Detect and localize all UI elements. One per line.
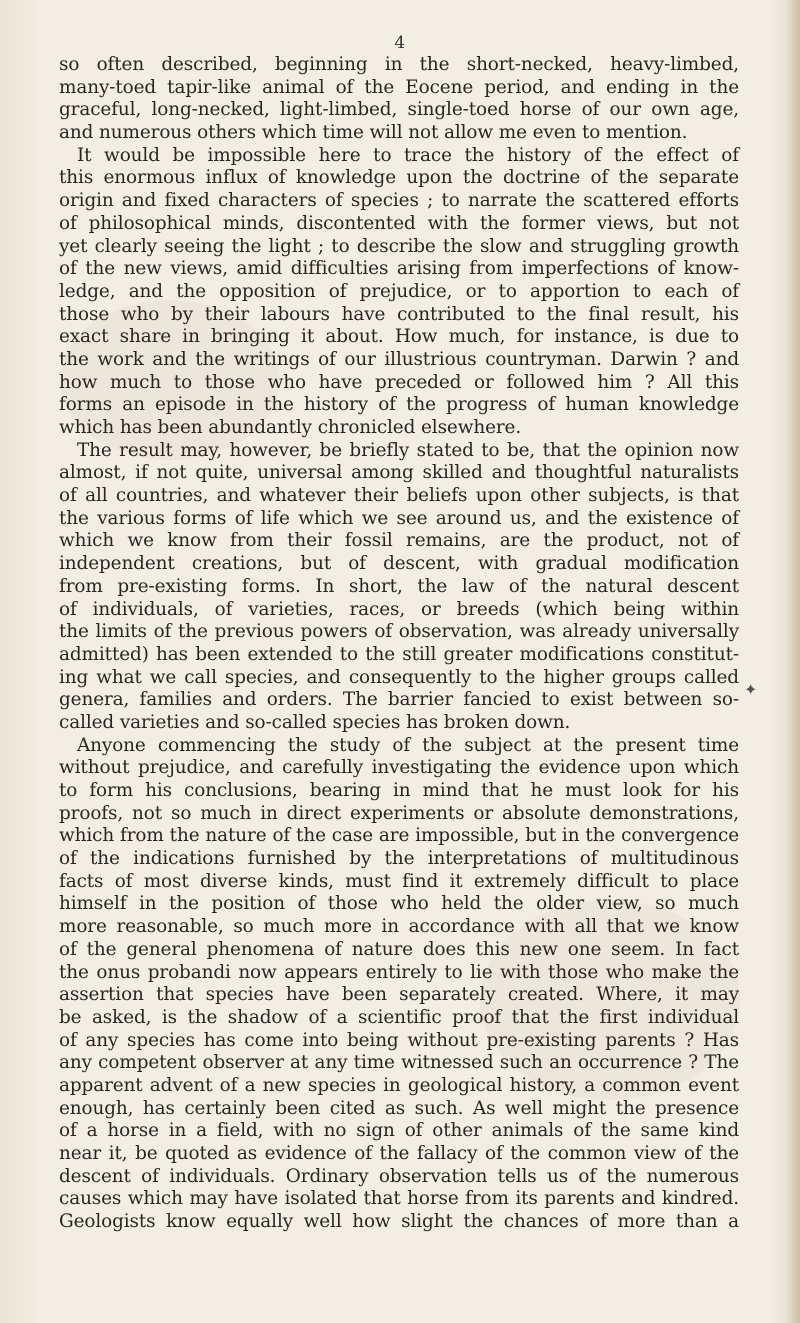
text-line: assertion that species have been separately created. Where, it may	[59, 984, 739, 1006]
text-line: this enormous influx of knowledge upon the doctrine of the separate	[59, 167, 739, 189]
text-line: to form his conclusions, bearing in mind that he must look for his	[59, 780, 739, 801]
text-line: apparent advent of a new species in geological history, a common event	[59, 1074, 739, 1096]
text-line: of philosophical minds, discontented with the former views, but not	[59, 212, 739, 234]
text-line: admitted) has been extended to the still greater modifications constitut-	[59, 643, 739, 665]
text-line: which has been abundantly chronicled elsewhere.	[59, 417, 522, 438]
text-line: causes which may have isolated that horse from its parents and kindred.	[59, 1188, 739, 1210]
margin-annotation-mark: ✦	[744, 680, 758, 699]
text-line: ledge, and the opposition of prejudice, or to apportion to each of	[59, 280, 739, 302]
body-text	[59, 54, 739, 1234]
text-line: which we know from their fossil remains, are the product, not of	[59, 530, 739, 552]
text-line: almost, if not quite, universal among skilled and thoughtful naturalists	[59, 462, 739, 484]
paragraph-start-line: Anyone commencing the study of the subject at the present time	[77, 734, 739, 756]
text-line: which from the nature of the case are impossible, but in the convergence	[59, 825, 739, 847]
text-line: without prejudice, and carefully investigating the evidence upon which	[59, 757, 739, 779]
text-line: the onus probandi now appears entirely to lie with those who make the	[59, 961, 739, 983]
text-line: himself in the position of those who held the older view, so much	[59, 893, 739, 915]
text-line: forms an episode in the history of the progress of human knowledge	[59, 394, 739, 416]
text-line: called varieties and so-called species has broken down.	[59, 711, 571, 733]
text-line: independent creations, but of descent, with gradual modification	[59, 553, 739, 575]
text-line: from pre-existing forms. In short, the law of the natural descent	[59, 575, 739, 597]
text-line: descent of individuals. Ordinary observation tells us of the numerous	[59, 1165, 739, 1187]
text-line: ing what we call species, and consequently to the higher groups called	[59, 666, 739, 688]
text-line: how much to those who have preceded or followed him ? All this	[59, 371, 739, 393]
text-line: so often described, beginning in the short-necked, heavy-limbed,	[59, 54, 739, 75]
text-line: near it, be quoted as evidence of the fallacy of the common view of the	[59, 1143, 739, 1164]
text-line: those who by their labours have contributed to the final result, his	[59, 303, 739, 325]
text-line: of the new views, amid difficulties arising from imperfections of know-	[59, 258, 739, 280]
text-line: genera, families and orders. The barrier fancied to exist between so-	[59, 689, 739, 711]
paragraph-start-line: The result may, however, be briefly stated to be, that the opinion now	[77, 439, 739, 461]
text-line: yet clearly seeing the light ; to describe the slow and struggling growth	[59, 235, 739, 257]
text-line: origin and fixed characters of species ; to narrate the scattered efforts	[59, 190, 739, 212]
text-line: enough, has certainly been cited as such. As well might the presence	[59, 1097, 739, 1119]
text-line: Geologists know equally well how slight the chances of more than a	[59, 1211, 739, 1233]
text-line: graceful, long-necked, light-limbed, single-toed horse of our own age,	[59, 99, 739, 121]
text-line: any competent observer at any time witnessed such an occurrence ? The	[59, 1052, 739, 1074]
text-line: of the general phenomena of nature does this new one seem. In fact	[59, 938, 739, 960]
text-line: more reasonable, so much more in accordance with all that we know	[59, 916, 739, 938]
page-edge-shadow	[786, 0, 800, 1323]
text-line: the limits of the previous powers of observation, was already universally	[59, 621, 739, 643]
text-line: the various forms of life which we see around us, and the existence of	[59, 507, 739, 529]
text-line: many-toed tapir-like animal of the Eocene period, and ending in the	[59, 76, 739, 98]
text-line: of all countries, and whatever their beliefs upon other subjects, is that	[59, 485, 739, 507]
page-number: 4	[394, 33, 406, 53]
text-line: and numerous others which time will not allow me even to mention.	[59, 122, 688, 144]
text-line: proofs, not so much in direct experiments or absolute demonstrations,	[59, 802, 739, 824]
text-line: of any species has come into being without pre-existing parents ? Has	[59, 1029, 739, 1051]
text-line: facts of most diverse kinds, must find it extremely difficult to place	[59, 870, 739, 892]
text-line: exact share in bringing it about. How much, for instance, is due to	[59, 326, 739, 348]
text-line: be asked, is the shadow of a scientific proof that the first individual	[59, 1006, 739, 1028]
paragraph-start-line: It would be impossible here to trace the history of the effect of	[77, 144, 739, 166]
text-line: of the indications furnished by the interpretations of multitudinous	[59, 848, 739, 870]
text-line: of individuals, of varieties, races, or breeds (which being within	[59, 598, 739, 620]
text-line: of a horse in a field, with no sign of other animals of the same kind	[59, 1120, 739, 1142]
text-line: the work and the writings of our illustrious countryman. Darwin ? and	[59, 348, 739, 370]
